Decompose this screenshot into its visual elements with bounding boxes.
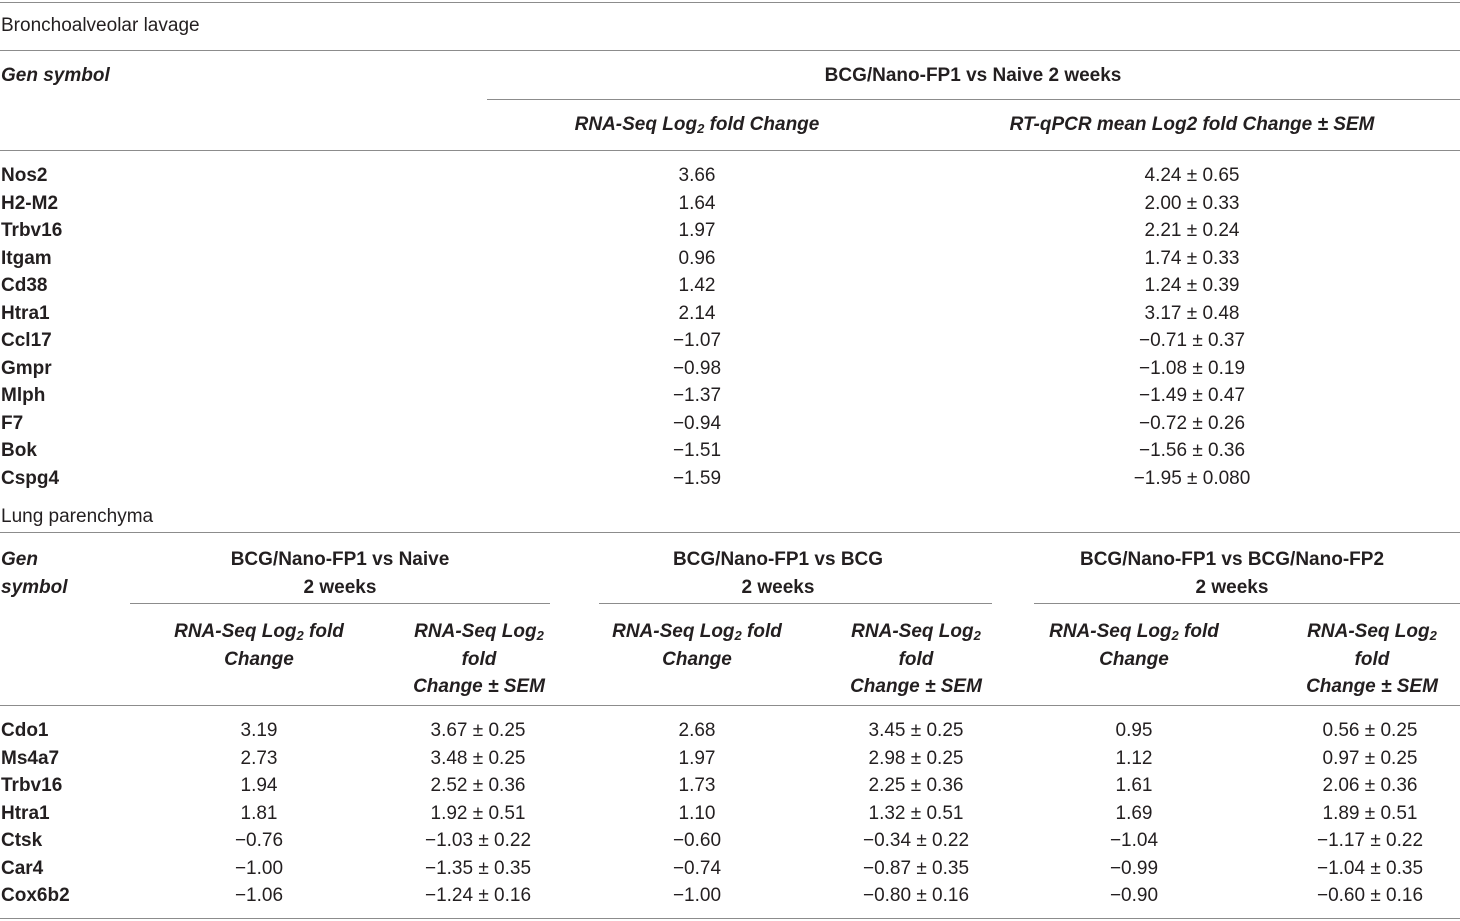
- bal-row-gene: Trbv16: [1, 220, 63, 241]
- lung-row-value: 1.10: [678, 802, 716, 824]
- subheader-text: RNA-Seq Log: [851, 621, 974, 642]
- lung-subheader-sem-line3: Change ± SEM: [850, 676, 982, 697]
- lung-row-value: 1.73: [678, 775, 716, 796]
- lung-row-value: −0.80 ± 0.16: [862, 885, 970, 906]
- lung-row-value: 0.56 ± 0.25: [1322, 720, 1418, 741]
- lung-row-value: 1.97: [678, 747, 716, 769]
- lung-group3-line1: BCG/Nano-FP1 vs BCG/Nano-FP2: [1079, 549, 1385, 570]
- lung-subheader-sem-line2: fold: [461, 649, 497, 670]
- lung-row-gene: Cdo1: [1, 720, 49, 741]
- subheader-text: RNA-Seq Log: [414, 621, 537, 642]
- lung-row-value: 2.98 ± 0.25: [868, 747, 964, 769]
- bal-row-rnaseq: 1.42: [678, 275, 716, 296]
- lung-row-value: 0.95: [1115, 720, 1153, 741]
- lung-row-value: −1.24 ± 0.16: [424, 885, 532, 906]
- lung-row-value: −1.17 ± 0.22: [1316, 830, 1424, 851]
- lung-gene-header-line2: symbol: [1, 577, 68, 598]
- bal-row-qpcr: 3.17 ± 0.48: [1144, 302, 1240, 324]
- bal-row-qpcr: −1.56 ± 0.36: [1138, 440, 1246, 461]
- lung-row-value: −0.60 ± 0.16: [1316, 885, 1424, 906]
- subheader-text: RNA-Seq Log: [1307, 621, 1430, 642]
- lung-subheader-sem-line1: [364, 621, 594, 643]
- lung-row-value: 2.52 ± 0.36: [430, 775, 526, 796]
- subheader-subscript: 2: [734, 628, 742, 643]
- bal-row-gene: Itgam: [1, 247, 52, 269]
- lung-row-gene: Trbv16: [1, 775, 63, 796]
- bal-row-qpcr: 4.24 ± 0.65: [1144, 165, 1240, 186]
- lung-gene-header-line1: Gen: [1, 549, 38, 570]
- lung-subheader-sem-line2: fold: [898, 649, 934, 670]
- lung-row-gene: Cox6b2: [1, 885, 70, 906]
- lung-row-value: −1.00: [234, 857, 284, 879]
- subheader-text: fold: [1178, 621, 1219, 642]
- lung-subheader-sem-line1: [1257, 621, 1460, 643]
- bal-row-qpcr: −0.72 ± 0.26: [1138, 412, 1246, 434]
- top-rule: [0, 2, 1460, 3]
- lung-group2-rule: [599, 603, 992, 604]
- lung-section-title: Lung parenchyma: [1, 506, 154, 527]
- bal-row-gene: Htra1: [1, 302, 50, 324]
- lung-group1-line2: 2 weeks: [303, 577, 377, 598]
- lung-row-value: −1.04 ± 0.35: [1316, 857, 1424, 879]
- lung-row-value: −0.74: [672, 857, 722, 879]
- bal-row-rnaseq: −1.51: [672, 440, 722, 461]
- lung-row-value: 2.73: [240, 747, 278, 769]
- lung-row-value: −1.04: [1109, 830, 1159, 851]
- lung-row-value: 1.81: [240, 802, 278, 824]
- lung-row-value: 3.48 ± 0.25: [430, 747, 526, 769]
- bal-row-gene: H2-M2: [1, 192, 59, 214]
- bal-row-gene: Cd38: [1, 275, 48, 296]
- lung-row-value: 1.94: [240, 775, 278, 796]
- bal-row-qpcr: 1.24 ± 0.39: [1144, 275, 1240, 296]
- lung-row-value: −0.76: [234, 830, 284, 851]
- bal-row-qpcr: −1.08 ± 0.19: [1138, 357, 1246, 379]
- lung-row-value: 1.12: [1115, 747, 1153, 769]
- lung-group3-line2: 2 weeks: [1195, 577, 1269, 598]
- bal-row-qpcr: −1.49 ± 0.47: [1138, 385, 1246, 406]
- bal-title-rule: [0, 50, 1460, 51]
- lung-subheader-rnaseq-line1: [144, 621, 374, 643]
- lung-group3-rule: [1034, 603, 1460, 604]
- lung-row-value: 3.19: [240, 720, 278, 741]
- lung-row-gene: Car4: [1, 857, 44, 879]
- bal-row-rnaseq: 1.97: [678, 220, 716, 241]
- lung-row-value: −0.90: [1109, 885, 1159, 906]
- bal-section-title: Bronchoalveolar lavage: [1, 15, 200, 36]
- lung-row-value: 3.67 ± 0.25: [430, 720, 526, 741]
- bal-row-qpcr: 2.21 ± 0.24: [1144, 220, 1240, 241]
- lung-row-value: −0.60: [672, 830, 722, 851]
- bal-row-rnaseq: −1.37: [672, 385, 722, 406]
- bal-row-gene: Ccl17: [1, 330, 52, 351]
- lung-row-value: −1.03 ± 0.22: [424, 830, 532, 851]
- lung-row-value: 1.92 ± 0.51: [430, 802, 526, 824]
- bal-row-rnaseq: −0.94: [672, 412, 722, 434]
- lung-row-value: −1.00: [672, 885, 722, 906]
- lung-row-value: 2.68: [678, 720, 716, 741]
- lung-row-value: 1.61: [1115, 775, 1153, 796]
- bal-row-rnaseq: 3.66: [678, 165, 716, 186]
- bal-row-gene: Mlph: [1, 385, 46, 406]
- lung-row-gene: Ctsk: [1, 830, 43, 851]
- lung-subheader-sem-line1: [801, 621, 1031, 643]
- lung-group2-line1: BCG/Nano-FP1 vs BCG: [672, 549, 884, 570]
- bal-row-gene: Gmpr: [1, 357, 52, 379]
- bal-row-rnaseq: −1.07: [672, 330, 722, 351]
- lung-row-value: −1.06: [234, 885, 284, 906]
- bal-row-rnaseq: 0.96: [678, 247, 716, 269]
- bal-row-qpcr: 1.74 ± 0.33: [1144, 247, 1240, 269]
- bal-row-gene: Nos2: [1, 165, 48, 186]
- subheader-subscript: 2: [1429, 628, 1437, 643]
- lung-subheader-rnaseq-line2: Change: [1099, 649, 1169, 670]
- bal-row-gene: F7: [1, 412, 24, 434]
- bal-row-qpcr: −0.71 ± 0.37: [1138, 330, 1246, 351]
- lung-row-value: 1.32 ± 0.51: [868, 802, 964, 824]
- lung-group2-line2: 2 weeks: [741, 577, 815, 598]
- lung-row-gene: Ms4a7: [1, 747, 60, 769]
- bal-row-rnaseq: −1.59: [672, 467, 722, 489]
- bal-group-header: BCG/Nano-FP1 vs Naive 2 weeks: [824, 65, 1122, 86]
- lung-title-rule: [0, 532, 1460, 533]
- bal-row-qpcr: 2.00 ± 0.33: [1144, 192, 1240, 214]
- bal-col-qpcr-header: RT-qPCR mean Log2 fold Change ± SEM: [1009, 114, 1375, 135]
- lung-row-gene: Htra1: [1, 802, 50, 824]
- lung-header-rule: [0, 705, 1460, 706]
- bal-col-rnaseq-post: fold Change: [704, 114, 820, 135]
- subheader-subscript: 2: [1171, 628, 1179, 643]
- subheader-text: fold: [741, 621, 782, 642]
- lung-subheader-sem-line3: Change ± SEM: [413, 676, 545, 697]
- bal-row-gene: Cspg4: [1, 467, 60, 489]
- lung-subheader-sem-line3: Change ± SEM: [1306, 676, 1438, 697]
- subheader-subscript: 2: [973, 628, 981, 643]
- lung-subheader-rnaseq-line2: Change: [662, 649, 732, 670]
- subheader-text: fold: [303, 621, 344, 642]
- lung-subheader-sem-line2: fold: [1354, 649, 1390, 670]
- lung-row-value: 0.97 ± 0.25: [1322, 747, 1418, 769]
- bottom-rule: [0, 918, 1460, 919]
- bal-row-qpcr: −1.95 ± 0.080: [1133, 467, 1251, 489]
- bal-row-rnaseq: 2.14: [678, 302, 716, 324]
- lung-row-value: 1.89 ± 0.51: [1322, 802, 1418, 824]
- subheader-subscript: 2: [536, 628, 544, 643]
- lung-group1-line1: BCG/Nano-FP1 vs Naive: [230, 549, 450, 570]
- bal-gene-header: Gen symbol: [1, 65, 110, 86]
- bal-header-rule: [0, 150, 1460, 151]
- lung-row-value: −0.87 ± 0.35: [862, 857, 970, 879]
- bal-col-rnaseq-pre: RNA-Seq Log: [574, 114, 698, 135]
- lung-row-value: 2.06 ± 0.36: [1322, 775, 1418, 796]
- bal-row-rnaseq: 1.64: [678, 192, 716, 214]
- lung-row-value: −0.34 ± 0.22: [862, 830, 970, 851]
- subheader-text: RNA-Seq Log: [612, 621, 735, 642]
- bal-row-rnaseq: −0.98: [672, 357, 722, 379]
- subheader-text: RNA-Seq Log: [174, 621, 297, 642]
- bal-col-rnaseq-header: [497, 114, 897, 136]
- bal-col-rnaseq-sub: 2: [697, 121, 705, 136]
- subheader-subscript: 2: [296, 628, 304, 643]
- lung-group1-rule: [130, 603, 550, 604]
- bal-group-rule: [487, 99, 1460, 100]
- lung-row-value: 3.45 ± 0.25: [868, 720, 964, 741]
- subheader-text: RNA-Seq Log: [1049, 621, 1172, 642]
- lung-row-value: 2.25 ± 0.36: [868, 775, 964, 796]
- lung-row-value: −1.35 ± 0.35: [424, 857, 532, 879]
- lung-subheader-rnaseq-line1: [1019, 621, 1249, 643]
- lung-row-value: −0.99: [1109, 857, 1159, 879]
- lung-subheader-rnaseq-line2: Change: [224, 649, 294, 670]
- lung-row-value: 1.69: [1115, 802, 1153, 824]
- bal-row-gene: Bok: [1, 440, 37, 461]
- lung-subheader-rnaseq-line1: [582, 621, 812, 643]
